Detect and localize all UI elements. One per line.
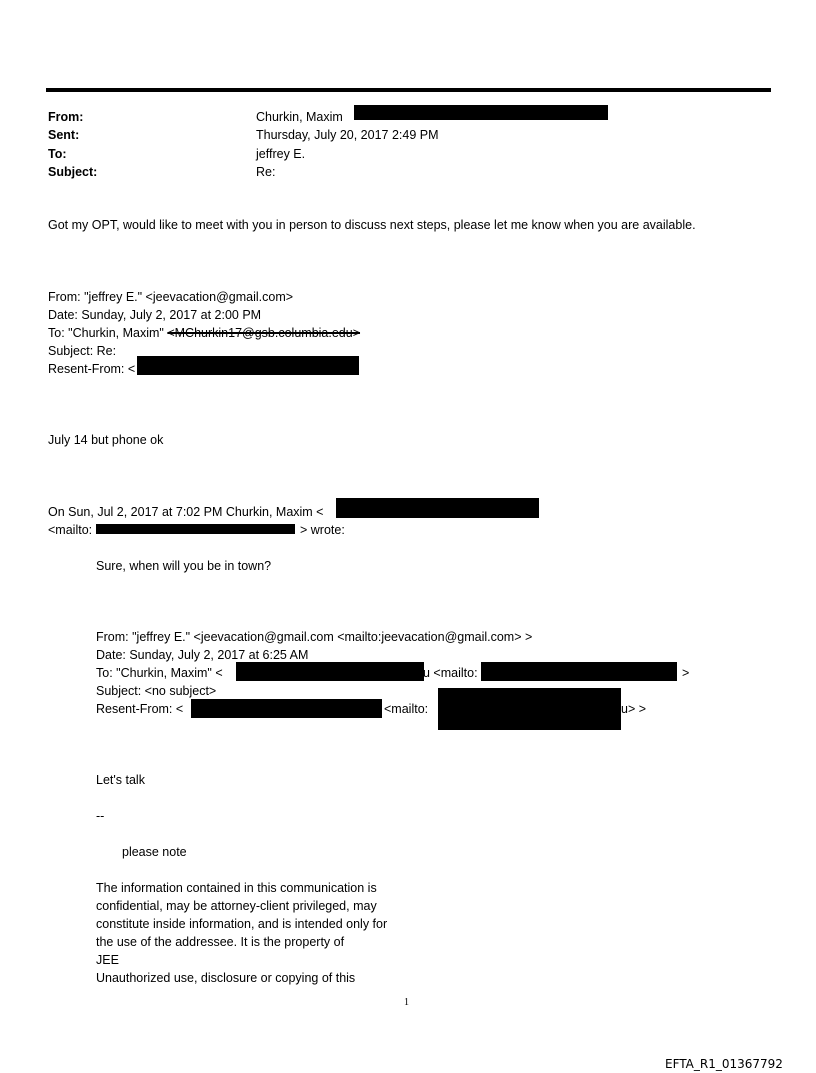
redaction-box [137, 356, 359, 375]
quote3-message: Let's talk [96, 773, 145, 787]
redaction-box [354, 105, 608, 120]
redaction-box [438, 688, 621, 730]
quote1-from: From: "jeffrey E." <jeevacation@gmail.com> [48, 290, 294, 304]
quote3-resent-mid: <mailto: [384, 702, 429, 716]
disclaimer-line: Unauthorized use, disclosure or copying of this [96, 971, 356, 985]
quote3-subject: Subject: <no subject> [96, 684, 217, 698]
quote3-resent-prefix: Resent-From: < [96, 702, 184, 716]
sent-label: Sent: [48, 128, 80, 142]
quote3-date: Date: Sunday, July 2, 2017 at 6:25 AM [96, 648, 309, 662]
quote2-intro-line2-prefix: <mailto: [48, 523, 93, 537]
disclaimer-line: The information contained in this communication is [96, 881, 377, 895]
quote1-to [48, 325, 360, 341]
redaction-box [236, 662, 424, 681]
signature-dash: -- [96, 809, 105, 823]
subject-value: Re: [256, 165, 276, 179]
disclaimer-line: JEE [96, 953, 119, 967]
quote1-to-struck: <MChurkin17@gsb.columbia.edu> [167, 326, 361, 340]
quote3-to-prefix: To: "Churkin, Maxim" < [96, 666, 223, 680]
quote3-to-mid: u <mailto: [423, 666, 478, 680]
quote1-message: July 14 but phone ok [48, 433, 164, 447]
quote2-intro-line1: On Sun, Jul 2, 2017 at 7:02 PM Churkin, Maxim < [48, 505, 324, 519]
sent-value: Thursday, July 20, 2017 2:49 PM [256, 128, 439, 142]
header-rule [46, 88, 771, 92]
quote3-from: From: "jeffrey E." <jeevacation@gmail.com <mailto:jeevacation@gmail.com> > [96, 630, 533, 644]
redaction-box [96, 524, 295, 534]
to-value: jeffrey E. [256, 147, 306, 161]
redaction-box [336, 498, 539, 518]
quote3-resent-end: u> > [621, 702, 647, 716]
quote1-subject: Subject: Re: [48, 344, 117, 358]
subject-label: Subject: [48, 165, 98, 179]
quote1-resent: Resent-From: < [48, 362, 136, 376]
note-title: please note [122, 845, 187, 859]
quote2-message: Sure, when will you be in town? [96, 559, 272, 573]
disclaimer-line: constitute inside information, and is intended only for [96, 917, 388, 931]
disclaimer-line: confidential, may be attorney-client privileged, may [96, 899, 377, 913]
redaction-box [191, 699, 382, 718]
from-value: Churkin, Maxim [256, 110, 343, 124]
body-message: Got my OPT, would like to meet with you in person to discuss next steps, please let me know when you are available. [48, 218, 696, 232]
page-number: 1 [404, 997, 409, 1008]
quote2-intro-line2-suffix: > wrote: [300, 523, 345, 537]
quote1-to-prefix: To: "Churkin, Maxim" [48, 326, 164, 340]
quote3-to-end: > [682, 666, 690, 680]
redaction-box [481, 662, 677, 681]
disclaimer-line: the use of the addressee. It is the property of [96, 935, 345, 949]
bates-number: EFTA_R1_01367792 [665, 1057, 783, 1071]
to-label: To: [48, 147, 67, 161]
quote1-date: Date: Sunday, July 2, 2017 at 2:00 PM [48, 308, 262, 322]
from-label: From: [48, 110, 84, 124]
